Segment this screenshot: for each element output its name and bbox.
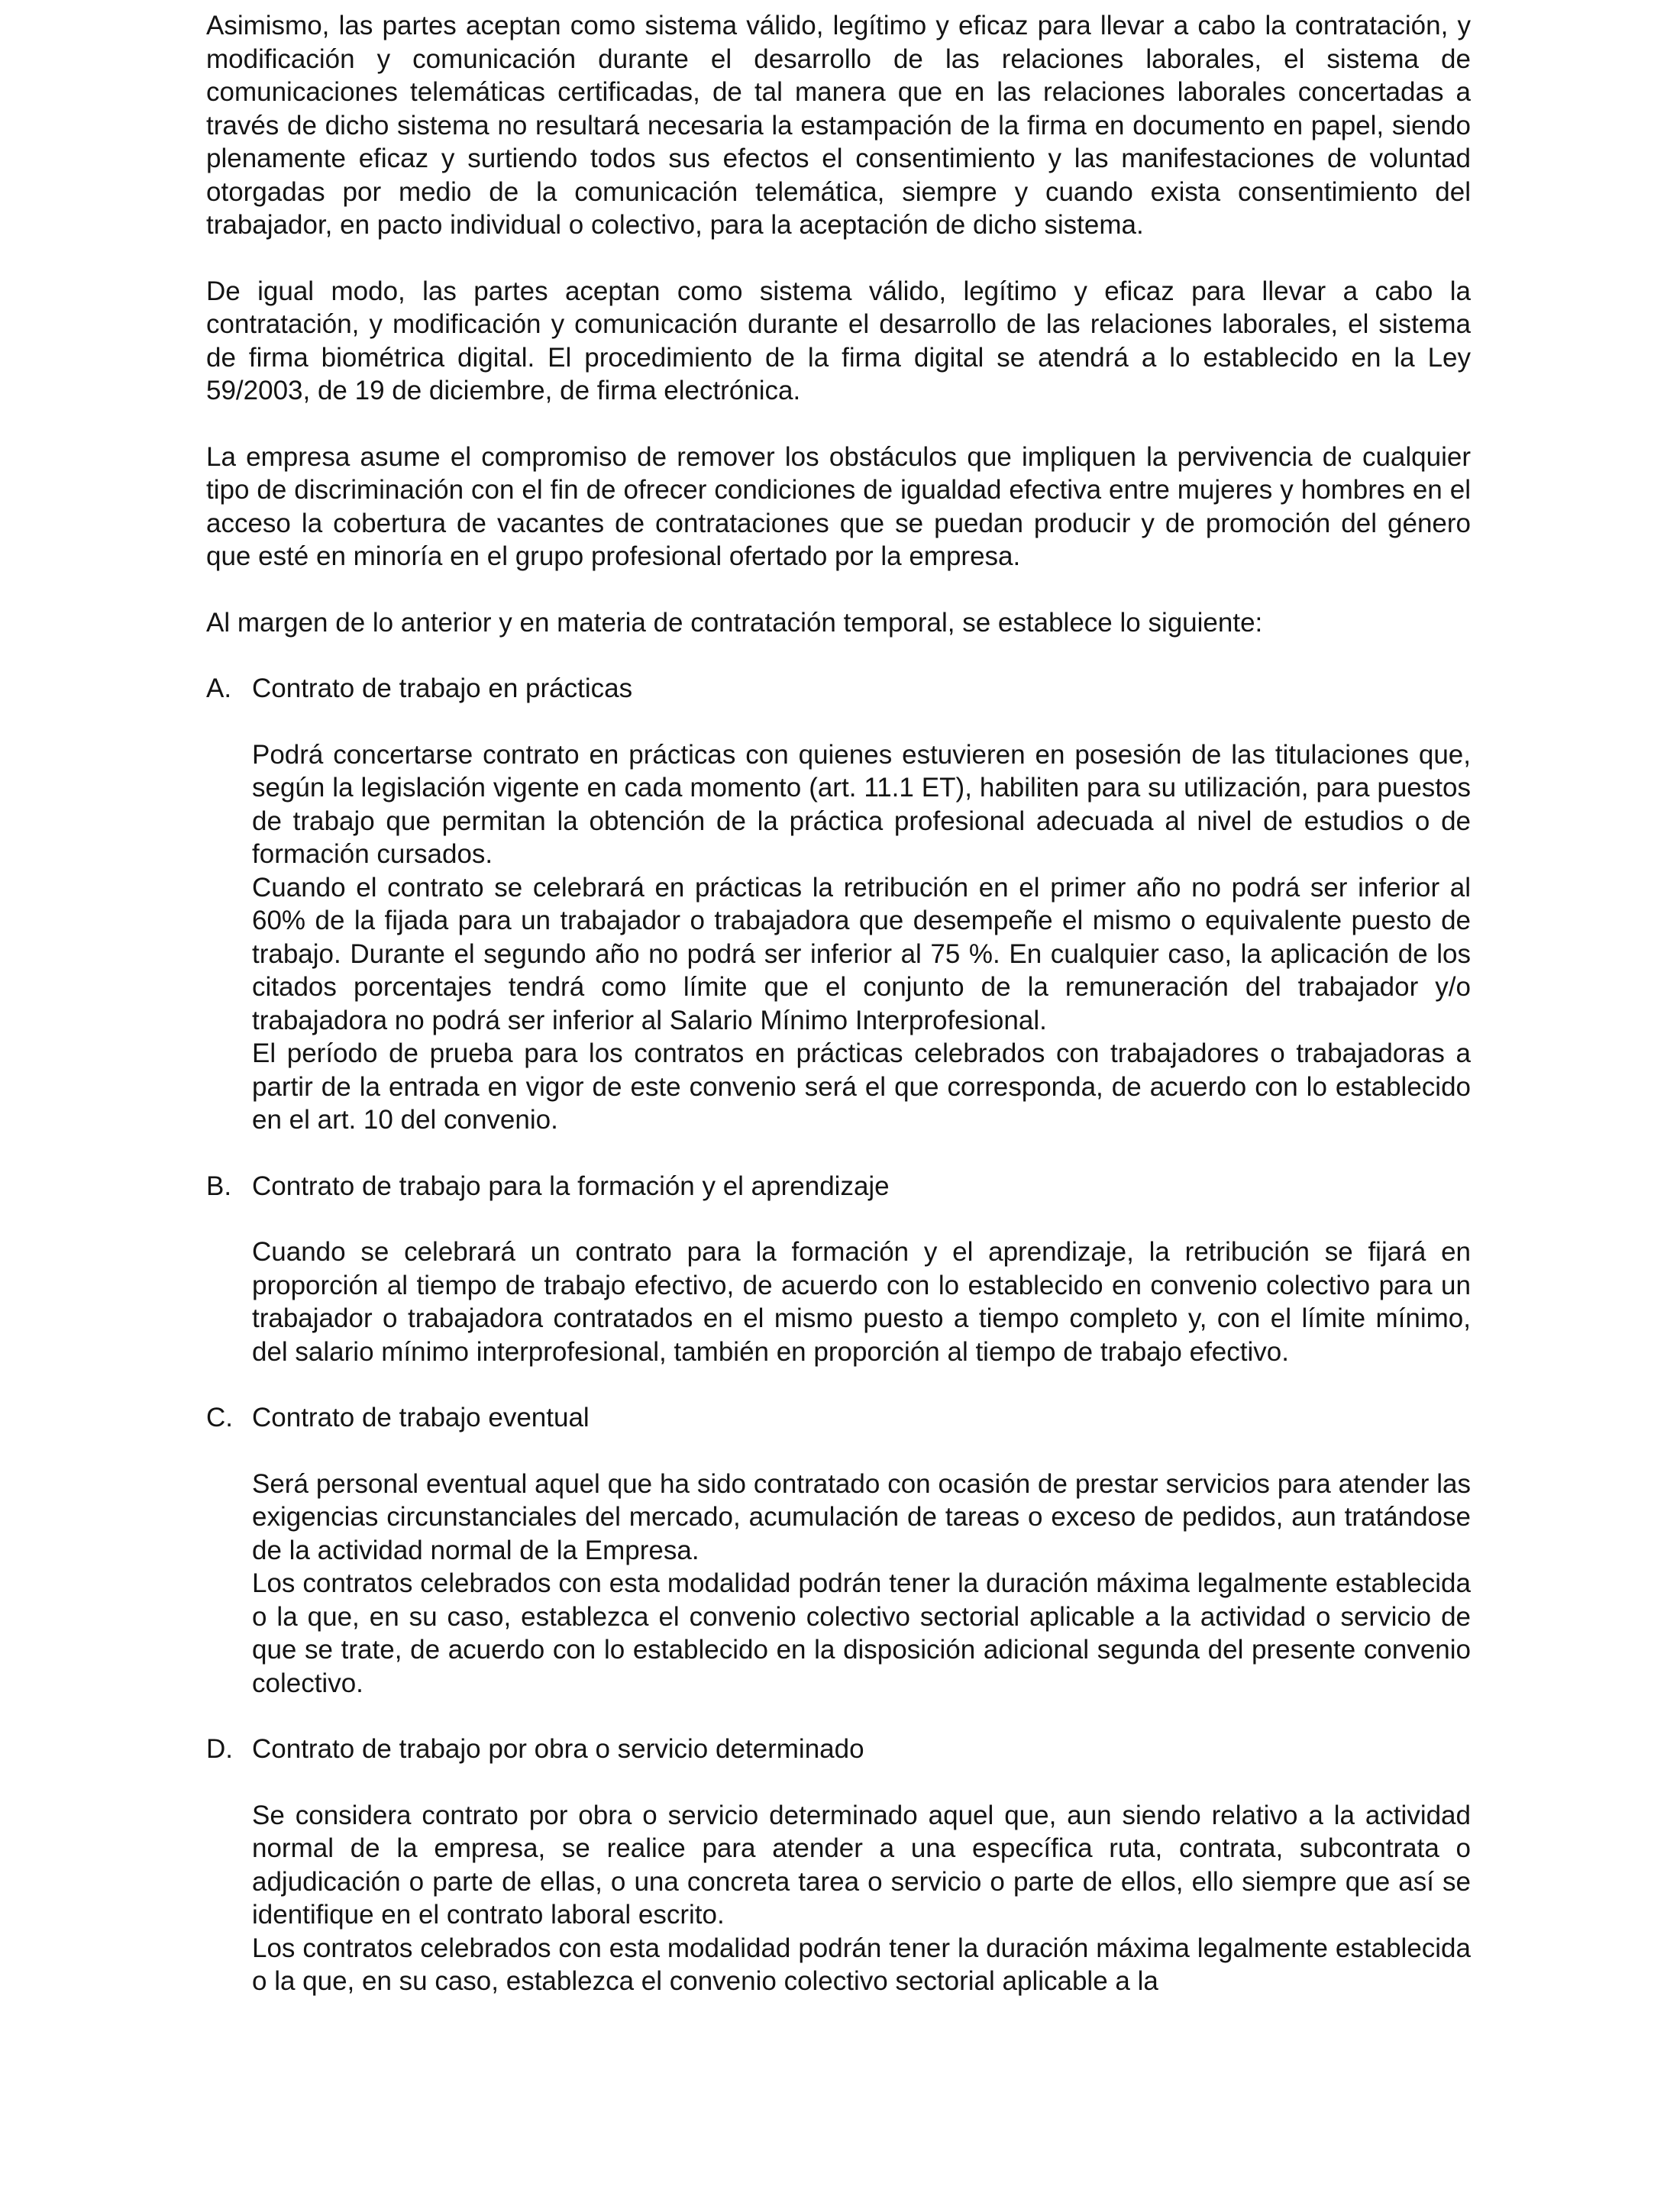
section-d xyxy=(206,1733,1471,1998)
section-paragraph: Se considera contrato por obra o servicio determinado aquel que, aun siendo relativo a la actividad normal de la empresa, se realice para atender a una específica ruta, contrata, subcontrata o adjudicación o parte de ellas, o una concreta tarea o servicio o parte de ellos, ello siempre que así se identifique en el contrato laboral escrito. xyxy=(252,1800,1471,1930)
intro-paragraph-biometric-signature: De igual modo, las partes aceptan como sistema válido, legítimo y eficaz para llevar a cabo la contratación, y modificación y comunicación durante el desarrollo de las relaciones laborales, el sistema de firma biométrica digital. El procedimiento de la firma digital se atendrá a lo establecido en la Ley 59/2003, de 19 de diciembre, de firma electrónica. xyxy=(206,276,1471,405)
section-heading xyxy=(206,1401,1471,1435)
intro-paragraph-electronic-communications: Asimismo, las partes aceptan como sistema válido, legítimo y eficaz para llevar a cabo la contratación, y modificación y comunicación durante el desarrollo de las relaciones laborales, el sistema de comunicaciones telemáticas certificadas, de tal manera que en las relaciones laborales concertadas a través de dicho sistema no resultará necesaria la estampación de la firma en documento en papel, siendo plenamente eficaz y surtiendo todos sus efectos el consentimiento y las manifestaciones de voluntad otorgadas por medio de la comunicación telemática, siempre y cuando exista consentimiento del trabajador, en pacto individual o colectivo, para la aceptación de dicho sistema. xyxy=(206,11,1471,240)
section-paragraph: Cuando se celebrará un contrato para la formación y el aprendizaje, la retribución se fijará en proporción al tiempo de trabajo efectivo, de acuerdo con lo establecido en convenio colectivo para un trabajador o trabajadora contratados en el mismo puesto a tiempo completo y, con el límite mínimo, del salario mínimo interprofesional, también en proporción al tiempo de trabajo efectivo. xyxy=(252,1237,1471,1367)
section-body xyxy=(252,1799,1471,1998)
intro-paragraph-temporary-hiring: Al margen de lo anterior y en materia de contratación temporal, se establece lo siguiente: xyxy=(206,607,1263,638)
section-c xyxy=(206,1401,1471,1700)
section-title: Contrato de trabajo eventual xyxy=(252,1403,590,1432)
section-title: Contrato de trabajo en prácticas xyxy=(252,673,633,703)
section-body xyxy=(252,1468,1471,1700)
section-heading xyxy=(206,1170,1471,1203)
section-heading xyxy=(206,1733,1471,1766)
section-body xyxy=(252,738,1471,1137)
section-paragraph: El período de prueba para los contratos en prácticas celebrados con trabajadores o trabajadoras a partir de la entrada en vigor de este convenio será el que corresponda, de acuerdo con lo establecido en el art. 10 del convenio. xyxy=(252,1038,1471,1135)
section-paragraph: Cuando el contrato se celebrará en prácticas la retribución en el primer año no podrá ser inferior al 60% de la fijada para un trabajador o trabajadora que desempeñe el mismo o equivalente puesto de trabajo. Durante el segundo año no podrá ser inferior al 75 %. En cualquier caso, la aplicación de los citados porcentajes tendrá como límite que el conjunto de la remuneración del trabajador y/o trabajadora no podrá ser inferior al Salario Mínimo Interprofesional. xyxy=(252,872,1471,1035)
section-b xyxy=(206,1170,1471,1369)
section-title: Contrato de trabajo por obra o servicio determinado xyxy=(252,1734,864,1764)
section-letter: D. xyxy=(206,1734,233,1764)
section-paragraph: Los contratos celebrados con esta modalidad podrán tener la duración máxima legalmente establecida o la que, en su caso, establezca el convenio colectivo sectorial aplicable a la actividad o servicio de que se trate, de acuerdo con lo establecido en la disposición adicional segunda del presente convenio colectivo. xyxy=(252,1568,1471,1698)
section-letter: A. xyxy=(206,673,232,703)
section-letter: C. xyxy=(206,1403,233,1432)
section-paragraph: Los contratos celebrados con esta modalidad podrán tener la duración máxima legalmente establecida o la que, en su caso, establezca el convenio colectivo sectorial aplicable a la xyxy=(252,1933,1471,1996)
document-page xyxy=(206,9,1471,2031)
intro-paragraph-equality: La empresa asume el compromiso de remover los obstáculos que impliquen la pervivencia de cualquier tipo de discriminación con el fin de ofrecer condiciones de igualdad efectiva entre mujeres y hombres en el acceso la cobertura de vacantes de contrataciones que se puedan producir y de promoción del género que esté en minoría en el grupo profesional ofertado por la empresa. xyxy=(206,441,1471,571)
section-paragraph: Podrá concertarse contrato en prácticas con quienes estuvieren en posesión de las titulaciones que, según la legislación vigente en cada momento (art. 11.1 ET), habiliten para su utilización, para puestos de trabajo que permitan la obtención de la práctica profesional adecuada al nivel de estudios o de formación cursados. xyxy=(252,739,1471,869)
section-a xyxy=(206,672,1471,1137)
section-heading xyxy=(206,672,1471,706)
section-letter: B. xyxy=(206,1171,232,1201)
section-paragraph: Será personal eventual aquel que ha sido contratado con ocasión de prestar servicios para atender las exigencias circunstanciales del mercado, acumulación de tareas o exceso de pedidos, aun tratándose de la actividad normal de la Empresa. xyxy=(252,1468,1471,1565)
section-title: Contrato de trabajo para la formación y el aprendizaje xyxy=(252,1171,890,1201)
section-body xyxy=(252,1235,1471,1368)
